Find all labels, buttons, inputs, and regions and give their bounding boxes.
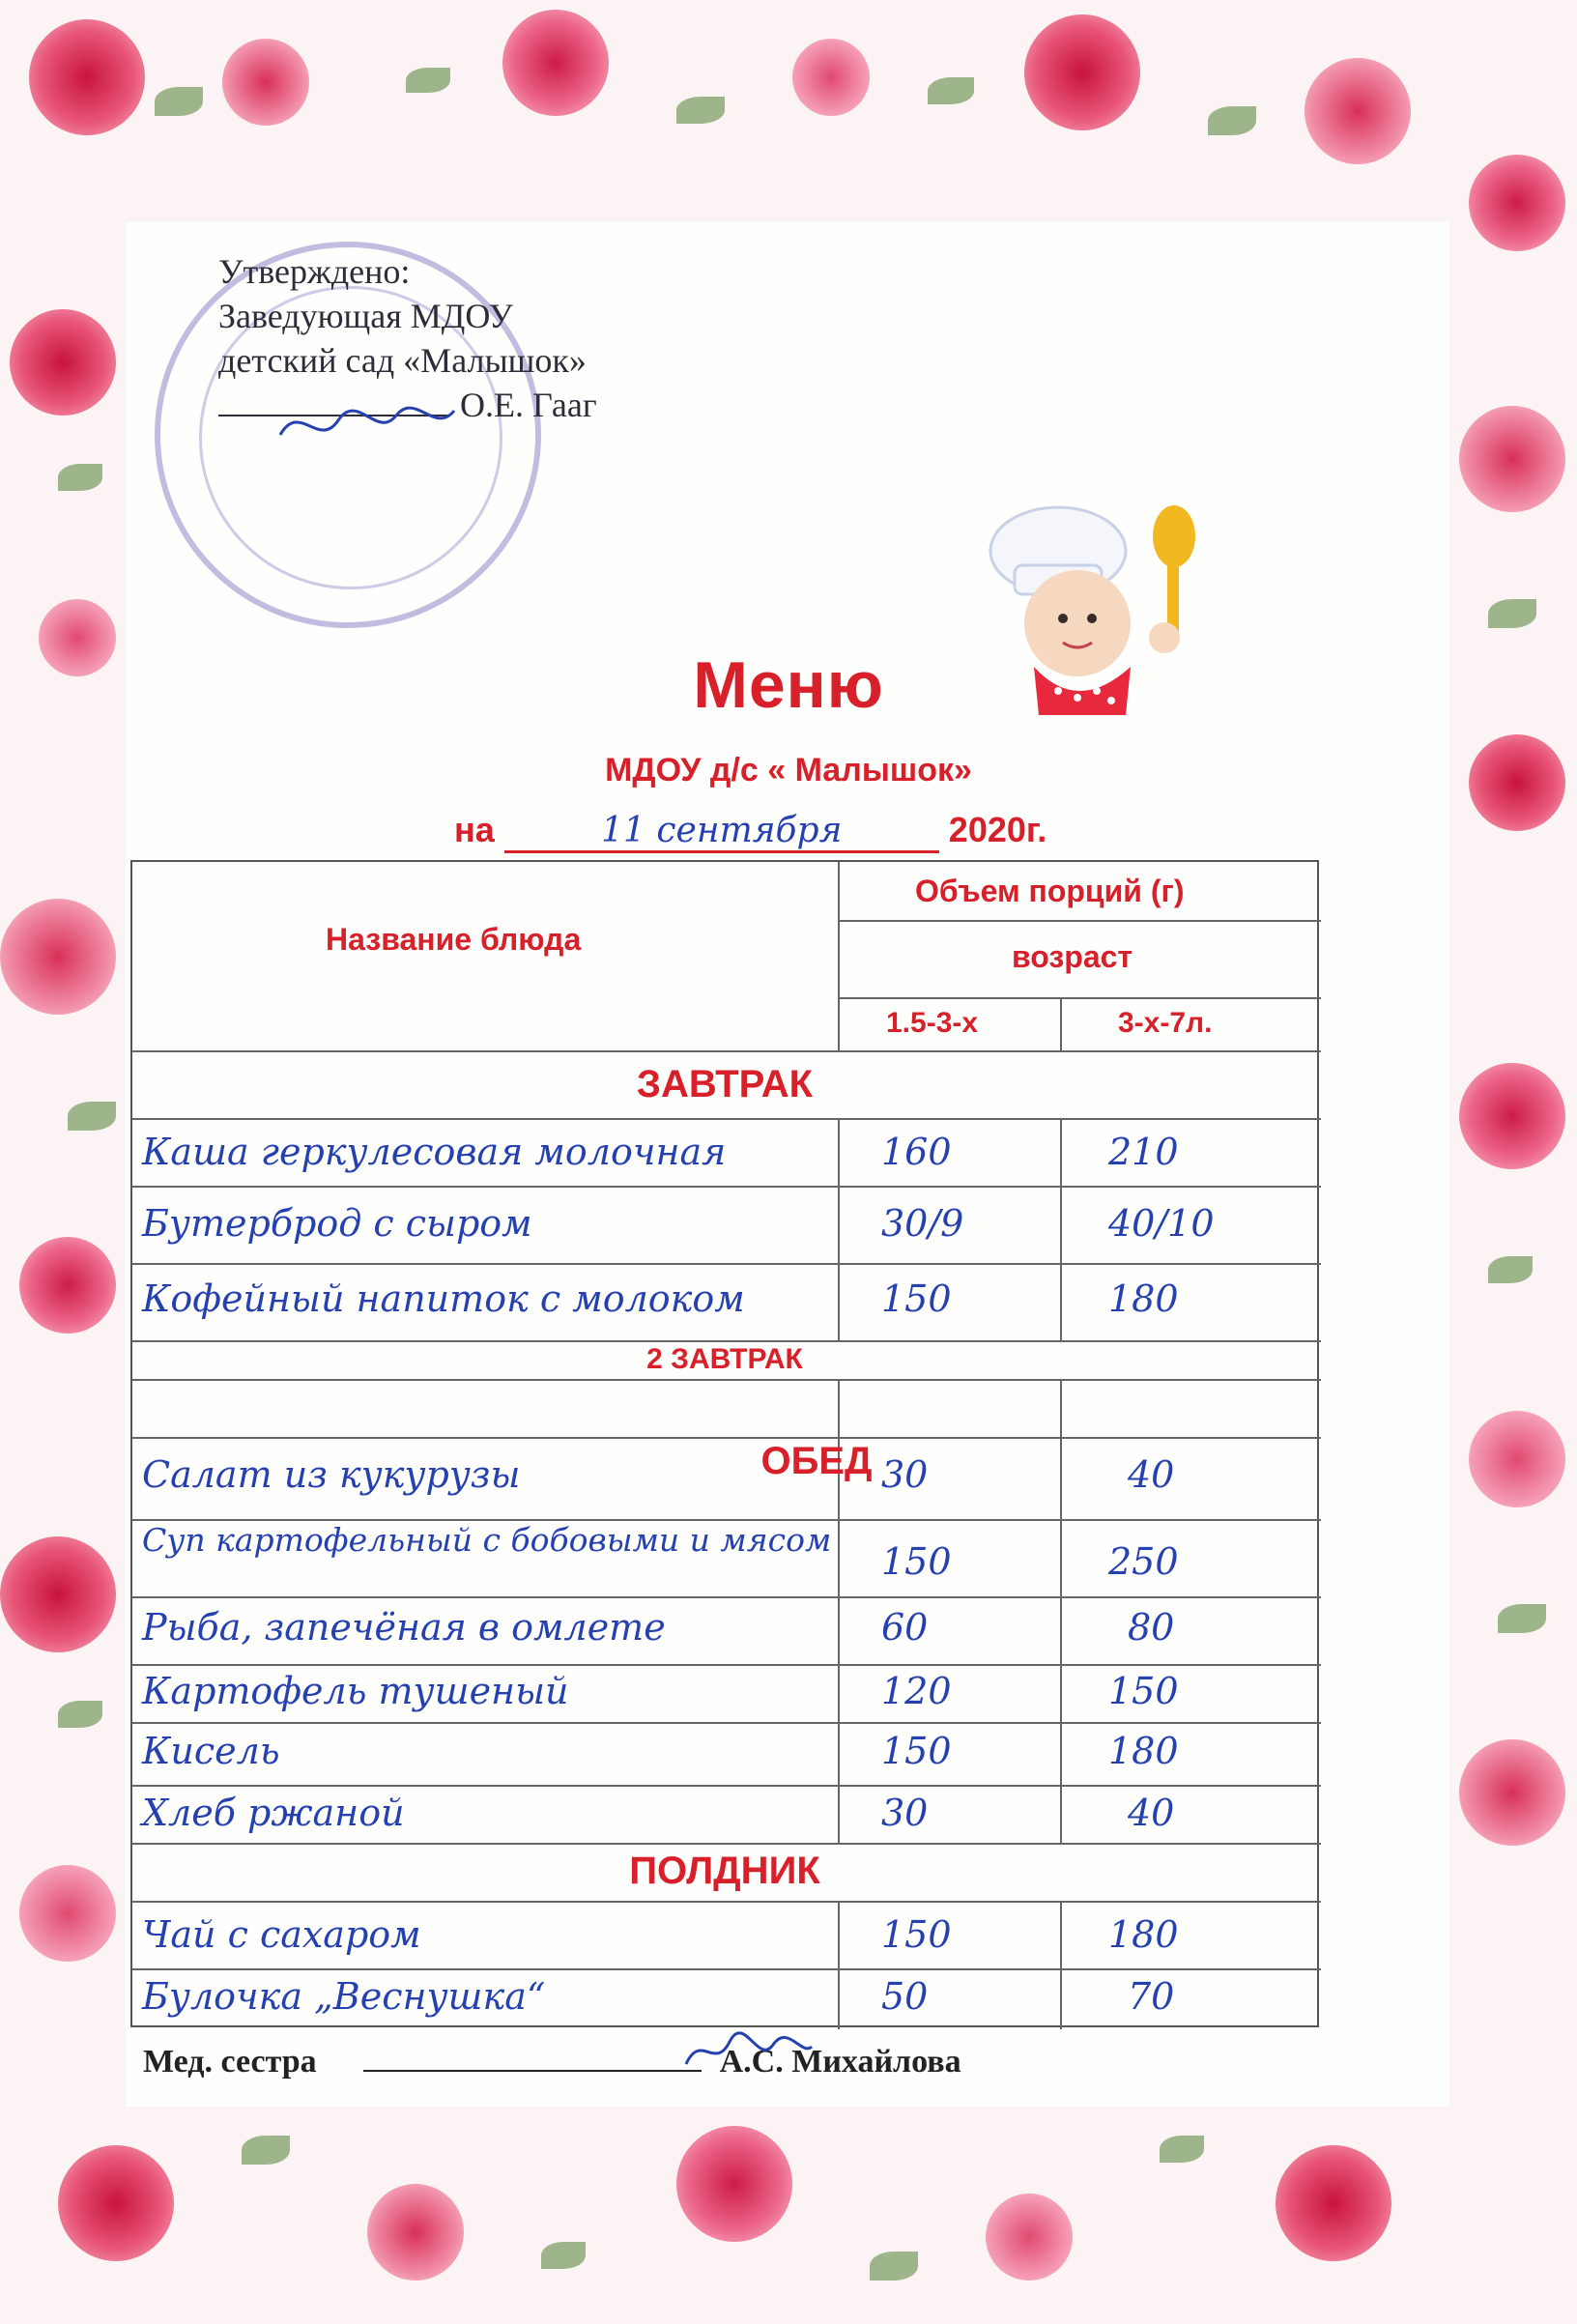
approval-signer: О.Е. Гааг [460, 386, 597, 424]
portion-small: 150 [881, 1277, 952, 1320]
date-prefix: на [454, 810, 495, 849]
approval-line-1: Утверждено: [218, 252, 411, 291]
dish-name: Картофель тушеный [142, 1670, 569, 1712]
nurse-role: Мед. сестра [143, 2044, 317, 2080]
portion-large: 80 [1128, 1606, 1175, 1649]
section-second-breakfast: 2 ЗАВТРАК [646, 1343, 803, 1375]
portion-large: 180 [1108, 1277, 1179, 1320]
section-lunch: ОБЕД [760, 1440, 873, 1482]
portion-small: 160 [881, 1131, 952, 1173]
portion-small: 150 [881, 1913, 952, 1956]
section-breakfast: ЗАВТРАК [636, 1063, 814, 1105]
dish-name: Бутерброд с сыром [142, 1202, 532, 1245]
portion-large: 150 [1108, 1670, 1179, 1712]
portion-small: 60 [881, 1606, 929, 1649]
dish-name: Каша геркулесовая молочная [142, 1131, 727, 1173]
dish-name: Суп картофельный с бобовыми и мясом [142, 1521, 832, 1559]
section-snack: ПОЛДНИК [629, 1850, 820, 1892]
nurse-signature [676, 2027, 821, 2076]
column-header-portion: Объем порций (г) [915, 874, 1185, 908]
portion-small: 150 [881, 1540, 952, 1583]
portion-small: 30/9 [881, 1202, 964, 1245]
column-header-dish: Название блюда [326, 922, 582, 957]
portion-large: 210 [1108, 1131, 1179, 1173]
date-handwritten: 11 сентября [504, 811, 939, 853]
director-signature [271, 396, 464, 454]
dish-name: Рыба, запечёная в омлете [142, 1606, 666, 1649]
portion-large: 180 [1108, 1913, 1179, 1956]
dish-name: Кисель [142, 1730, 280, 1772]
dish-name: Салат из кукурузы [142, 1453, 521, 1496]
column-header-age-1: 1.5-3-х [886, 1007, 979, 1039]
portion-small: 30 [881, 1453, 929, 1496]
portion-small: 50 [881, 1975, 929, 2018]
portion-large: 250 [1108, 1540, 1179, 1583]
dish-name: Кофейный напиток с молоком [142, 1277, 745, 1320]
portion-large: 40 [1128, 1453, 1175, 1496]
menu-date [454, 810, 1131, 853]
column-header-age: возраст [1012, 939, 1133, 974]
kindergarten-name: МДОУ д/с « Малышок» [605, 752, 972, 789]
portion-large: 70 [1128, 1975, 1175, 2018]
portion-large: 40/10 [1108, 1202, 1215, 1245]
nurse-name: А.С. Михайлова [719, 2044, 961, 2080]
dish-name: Булочка „Веснушка“ [142, 1975, 546, 2018]
portion-large: 40 [1128, 1792, 1175, 1834]
portion-large: 180 [1108, 1730, 1179, 1772]
portion-small: 30 [881, 1792, 929, 1834]
portion-small: 120 [881, 1670, 952, 1712]
dish-name: Хлеб ржаной [142, 1792, 405, 1834]
approval-line-2: Заведующая МДОУ [218, 297, 513, 335]
menu-table [130, 860, 1319, 2027]
approval-line-3: детский сад «Малышок» [218, 341, 587, 380]
column-header-age-2: 3-х-7л. [1118, 1007, 1213, 1039]
menu-title: Меню [693, 648, 884, 722]
portion-small: 150 [881, 1730, 952, 1772]
date-year: 2020г. [948, 810, 1047, 849]
dish-name: Чай с сахаром [142, 1913, 421, 1956]
nurse-signature-line [363, 2041, 702, 2072]
